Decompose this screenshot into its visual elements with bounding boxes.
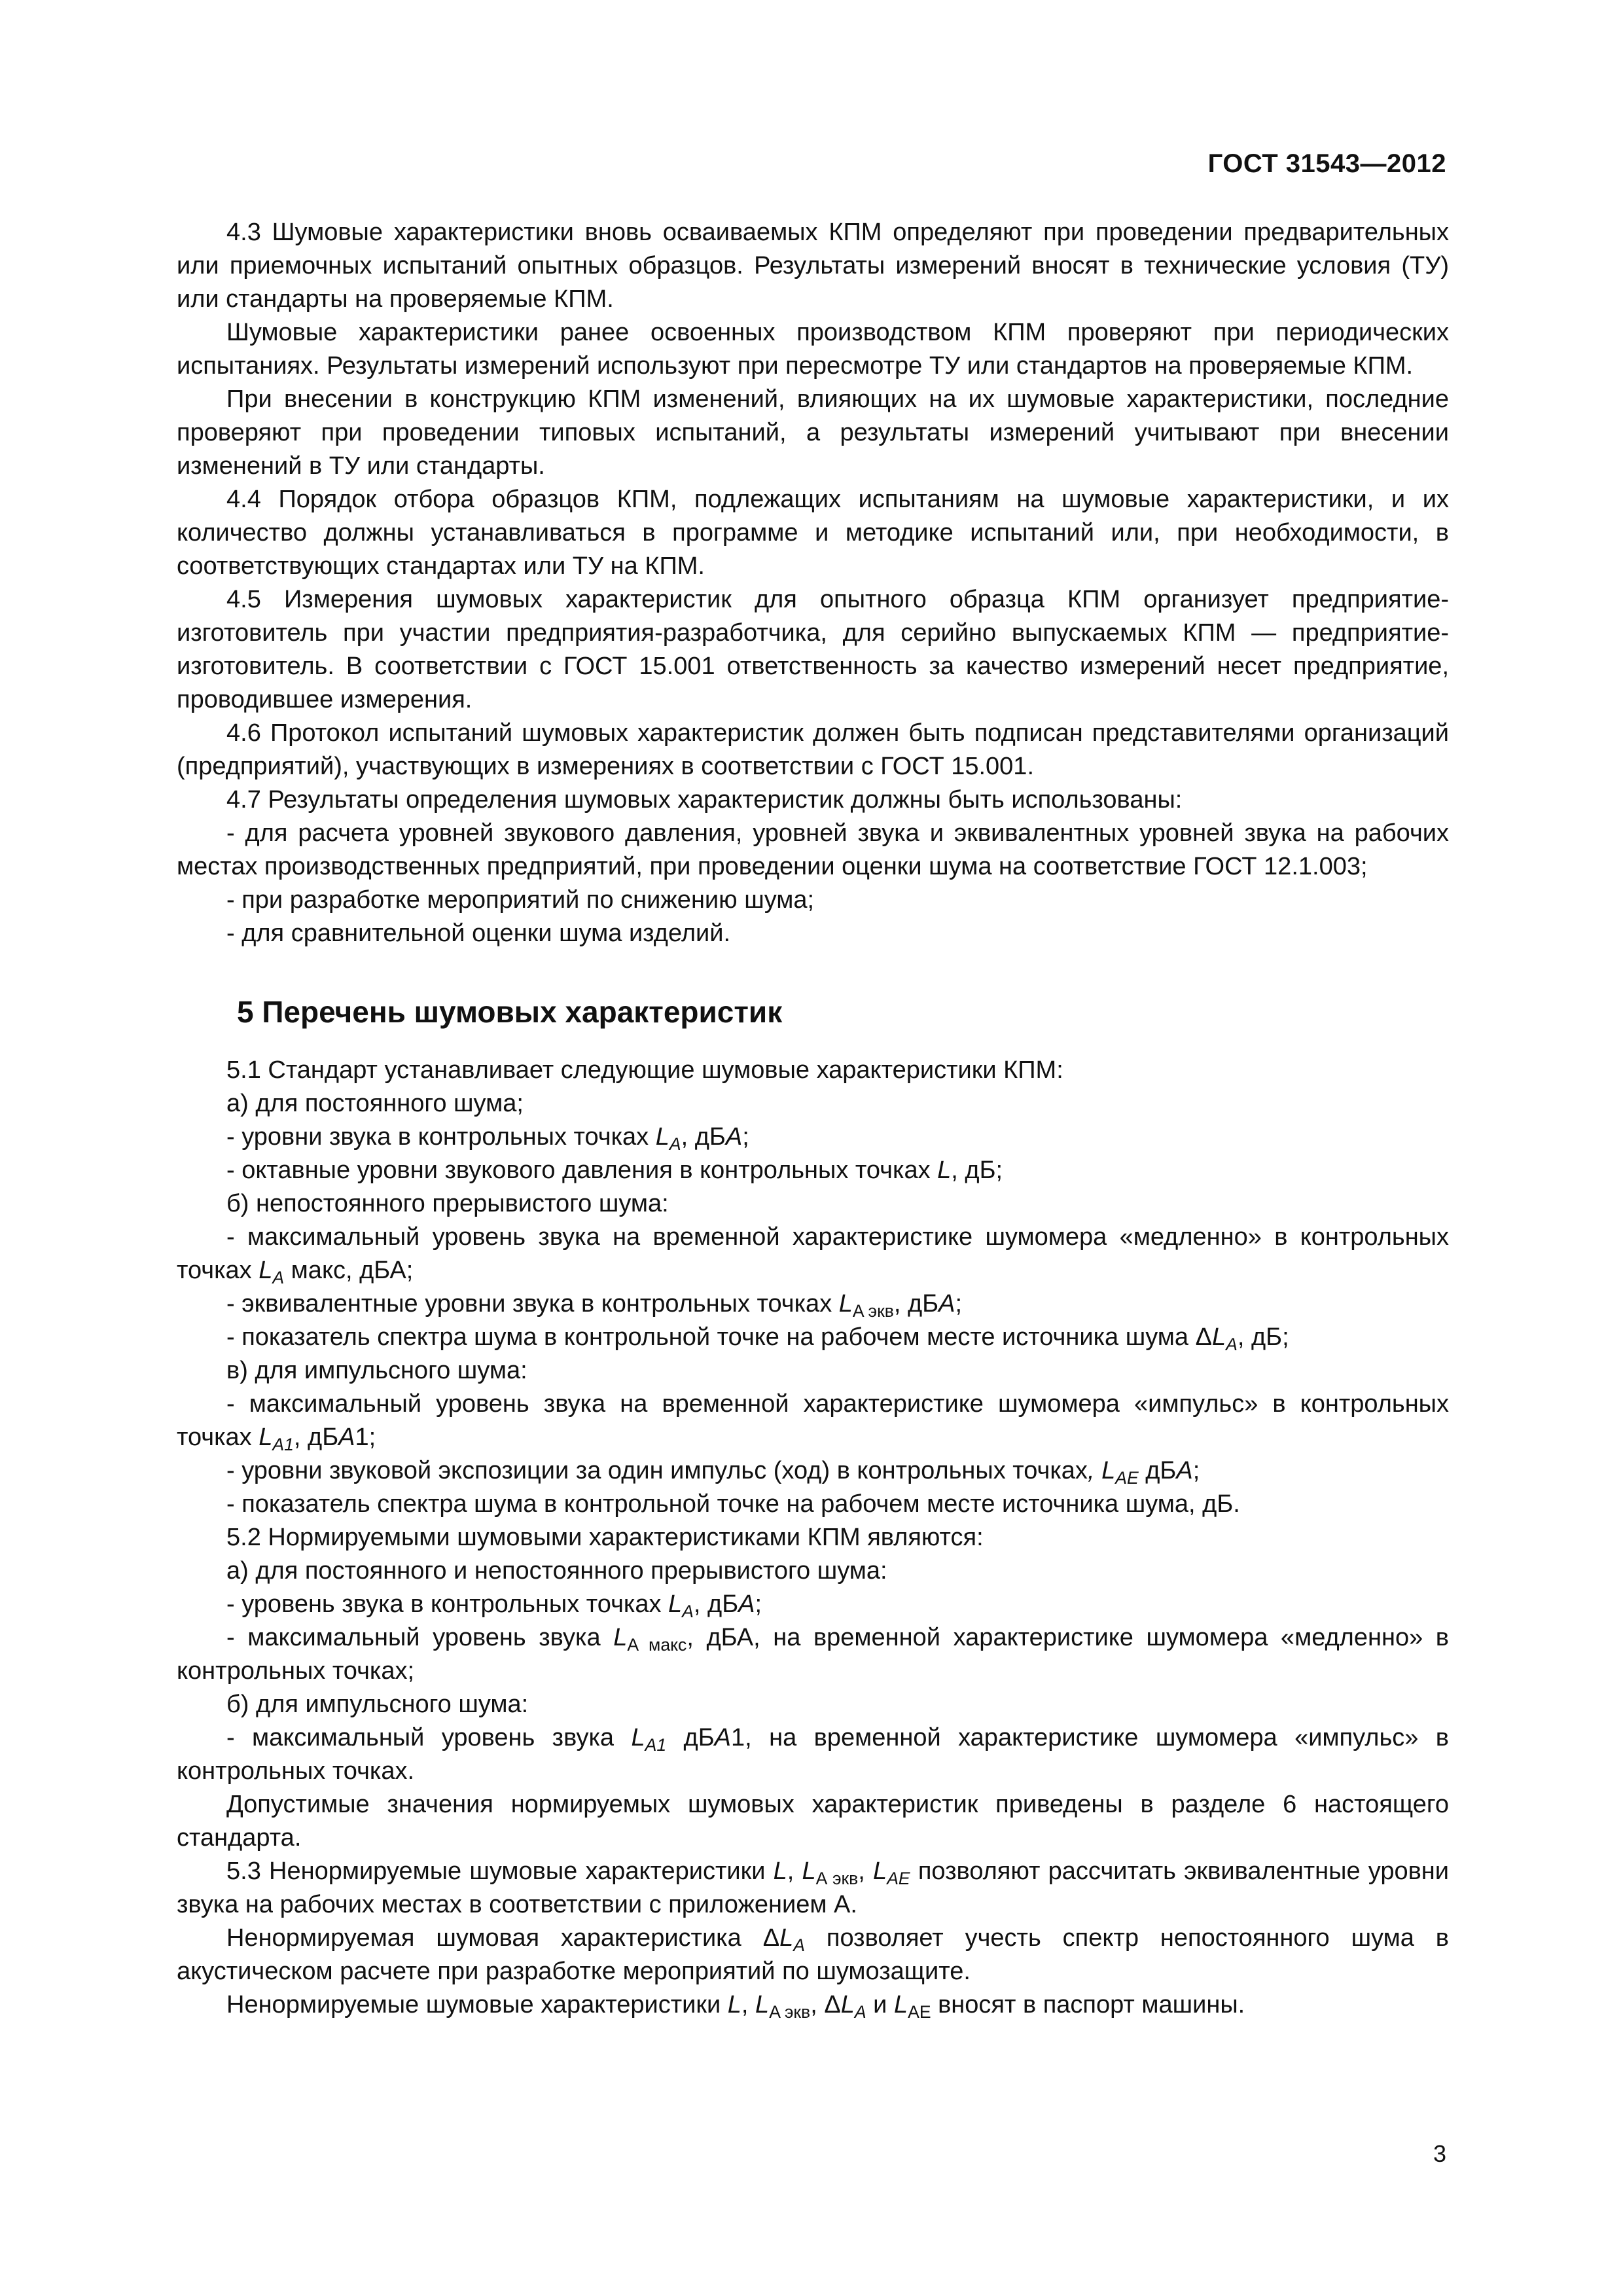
paragraph-4-3-changes: При внесении в конструкцию КПМ изменений, влияющих на их шумовые характеристики, последние проверяют при проведении типовых испытаний, а результаты измерений учитывают при внесении изменений в ТУ или стандарты. xyxy=(177,386,1449,480)
item-octave-levels: - октавные уровни звукового давления в контрольных точках L, дБ; xyxy=(226,1157,1003,1184)
item-normalized-impulse-level: - максимальный уровень звука $L_{A1}$ дБA1, на временной характеристике шумомера «импульс» в контрольных точках. xyxy=(177,1724,1449,1785)
item-spectrum-index-impulse: - показатель спектра шума в контрольной точке на рабочем месте источника шума, дБ. xyxy=(226,1490,1240,1518)
paragraph-passport: Ненормируемые шумовые характеристики L, $L_{A экв}$, $\Delta L_A$ и $L_{AE}$ вносят в паспорт машины. xyxy=(226,1991,1245,2022)
item-b-intermittent-noise: б) непостоянного прерывистого шума: xyxy=(226,1190,669,1217)
item-a-constant-noise: а) для постоянного шума; xyxy=(226,1090,524,1117)
paragraph-spectrum-note: Ненормируемая шумовая характеристика $\Delta L_A$ позволяет учесть спектр непостоянного шума в акустическом расчете при разработке мероприятий по шумозащите. xyxy=(177,1924,1449,1985)
list-item-comparison: - для сравнительной оценки шума изделий. xyxy=(226,920,731,947)
paragraph-4-3-periodic: Шумовые характеристики ранее освоенных производством КПМ проверяют при периодических испытаниях. Результаты измерений используют при пересмотре ТУ или стандартов на проверяемые КПМ. xyxy=(177,319,1449,380)
paragraph-4-7: 4.7 Результаты определения шумовых характеристик должны быть использованы: xyxy=(226,786,1183,814)
paragraph-5-2: 5.2 Нормируемыми шумовыми характеристиками КПМ являются: xyxy=(226,1524,984,1551)
item-exposure-levels: - уровни звуковой экспозиции за один импульс (ход) в контрольных точках, $L_{AE}$ дБA; xyxy=(226,1457,1200,1488)
item-b-normalized-impulse: б) для импульсного шума: xyxy=(226,1691,529,1718)
body-text xyxy=(177,216,1449,2022)
item-v-impulse-noise: в) для импульсного шума: xyxy=(226,1357,527,1384)
item-sound-levels: - уровни звука в контрольных точках $L_A$, дБA; xyxy=(226,1123,749,1154)
page-number: 3 xyxy=(1433,2140,1446,2167)
item-max-level-slow: - максимальный уровень звука на временной характеристике шумомера «медленно» в контрольных точках $L_A$ макс, дБА; xyxy=(177,1223,1449,1287)
paragraph-4-3: 4.3 Шумовые характеристики вновь осваиваемых КПМ определяют при проведении предварительных или приемочных испытаний опытных образцов. Результаты измерений вносят в технические условия (ТУ) или стандарты на проверяемые КПМ. xyxy=(177,219,1449,313)
item-spectrum-index: - показатель спектра шума в контрольной точке на рабочем месте источника шума $\Delta L_A$, дБ; xyxy=(226,1323,1289,1354)
list-item-calculation: - для расчета уровней звукового давления, уровней звука и эквивалентных уровней звука на рабочих местах производственных предприятий, при проведении оценки шума на соответствие ГОСТ 12.1.003; xyxy=(177,819,1449,880)
list-item-measures: - при разработке мероприятий по снижению шума; xyxy=(226,886,815,914)
paragraph-4-6: 4.6 Протокол испытаний шумовых характеристик должен быть подписан представителями организаций (предприятий), участвующих в измерениях в соответствии с ГОСТ 15.001. xyxy=(177,719,1449,780)
paragraph-allowed-values: Допустимые значения нормируемых шумовых характеристик приведены в разделе 6 настоящего стандарта. xyxy=(177,1791,1449,1852)
paragraph-5-3: 5.3 Ненормируемые шумовые характеристики L, $L_{A экв}$, $L_{AE}$ позволяют рассчитать эквивалентные уровни звука на рабочих местах в соответствии с приложением А. xyxy=(177,1857,1450,1918)
paragraph-5-1: 5.1 Стандарт устанавливает следующие шумовые характеристики КПМ: xyxy=(226,1056,1063,1084)
item-max-level-impulse: - максимальный уровень звука на временной характеристике шумомера «импульс» в контрольных точках $L_{A1}$, дБA1; xyxy=(177,1390,1449,1454)
paragraph-4-5: 4.5 Измерения шумовых характеристик для опытного образца КПМ организует предприятие-изготовитель при участии предприятия-разработчика, для серийно выпускаемых КПМ — предприятие-изготовитель. В соответствии с ГОСТ 15.001 ответственность за качество измерений несет предприятие, проводившее измерения. xyxy=(177,586,1449,713)
paragraph-4-4: 4.4 Порядок отбора образцов КПМ, подлежащих испытаниям на шумовые характеристики, и их количество должны устанавливаться в программе и методике испытаний или, при необходимости, в соответствующих стандартах или ТУ на КПМ. xyxy=(177,486,1449,580)
item-normalized-max-level: - максимальный уровень звука $L_{A макс}$, дБА, на временной характеристике шумомера «медленно» в контрольных точках; xyxy=(177,1624,1449,1685)
item-equivalent-levels: - эквивалентные уровни звука в контрольных точках $L_{A экв}$, дБA; xyxy=(226,1290,963,1321)
standard-designation: ГОСТ 31543—2012 xyxy=(1207,149,1446,178)
item-normalized-level: - уровень звука в контрольных точках $L_A$, дБA; xyxy=(226,1590,762,1621)
item-a-normalized: а) для постоянного и непостоянного прерывистого шума: xyxy=(226,1557,887,1585)
section-5-title: 5 Перечень шумовых характеристик xyxy=(237,995,783,1029)
